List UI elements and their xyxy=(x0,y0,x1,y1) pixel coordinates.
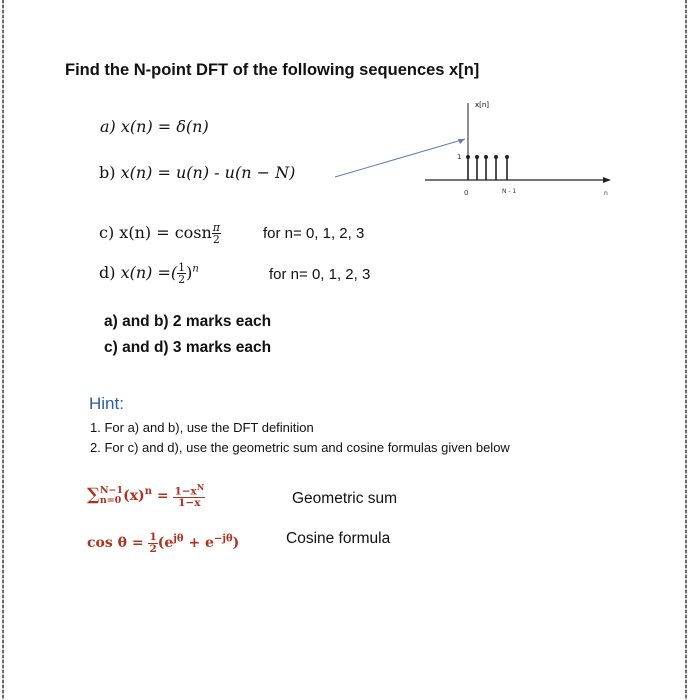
sum-frac-num-text: 1−x xyxy=(174,485,197,498)
problem-c-range: for n= 0, 1, 2, 3 xyxy=(263,225,365,242)
problem-d-frac-num: 1 xyxy=(178,261,186,274)
left-border xyxy=(2,0,4,700)
pointer-arrow-line xyxy=(335,139,465,177)
problem-d-fraction xyxy=(177,262,186,285)
problem-d-exponent: n xyxy=(192,263,199,275)
plot-zero-label: 0 xyxy=(464,189,469,197)
plot-x-arrow-icon xyxy=(603,177,611,183)
sum-limits xyxy=(100,486,123,505)
plot-one-label: 1 xyxy=(457,153,462,161)
sum-upper-limit: N−1 xyxy=(99,485,124,497)
problem-c-frac-num: π xyxy=(212,221,221,234)
problem-d-label: d) xyxy=(99,263,121,282)
pointer-arrow-head xyxy=(458,139,465,144)
stem-head-4 xyxy=(505,155,509,159)
cosine-formula-label: Cosine formula xyxy=(286,530,391,547)
stem-head-0 xyxy=(466,155,470,159)
sum-fraction xyxy=(173,483,205,509)
plot-n-minus-1-label: N - 1 xyxy=(502,188,517,195)
sum-frac-num xyxy=(173,483,205,498)
hint-item-2: 2. For c) and d), use the geometric sum and cosine formulas given below xyxy=(90,440,510,455)
problem-a-label: a) xyxy=(100,117,121,136)
cos-exp-2: −jθ xyxy=(213,533,233,545)
sum-term: (x) xyxy=(123,487,145,504)
cos-fraction xyxy=(148,532,157,554)
plot-n-label: n xyxy=(604,190,608,197)
sum-equals: = xyxy=(151,487,174,504)
problem-a xyxy=(100,117,209,136)
cosine-formula xyxy=(87,532,239,554)
stem-plot xyxy=(330,95,620,205)
problem-c-fraction xyxy=(212,222,221,245)
geometric-sum-label: Geometric sum xyxy=(292,490,398,507)
cos-close: ) xyxy=(232,535,240,551)
problem-c-frac-den: 2 xyxy=(212,233,220,246)
sum-symbol: ∑ xyxy=(87,484,100,505)
problem-d-close: ) xyxy=(186,263,193,282)
problem-c-expression: x(n) = cosn xyxy=(119,223,212,242)
marks-line-2: c) and d) 3 marks each xyxy=(104,339,272,356)
stem-head-2 xyxy=(484,155,488,159)
plot-stems xyxy=(468,157,507,180)
hint-heading: Hint: xyxy=(89,394,124,413)
sum-frac-num-exp: N xyxy=(196,482,205,492)
sum-term-exponent: n xyxy=(144,486,152,498)
geometric-sum-formula xyxy=(87,483,205,509)
hint-item-1: 1. For a) and b), use the DFT definition xyxy=(90,420,314,435)
problem-c xyxy=(99,222,221,245)
plot-stem-heads xyxy=(466,155,509,159)
cos-frac-num: 1 xyxy=(149,531,157,543)
cos-open: (e xyxy=(157,535,174,551)
sum-frac-den: 1−x xyxy=(178,497,201,509)
problem-b xyxy=(99,163,295,182)
problem-d-expression: x(n) =( xyxy=(120,263,178,282)
cos-exp-1: jθ xyxy=(173,533,184,545)
problem-b-label: b) xyxy=(99,163,121,182)
stem-head-1 xyxy=(475,155,479,159)
page-title: Find the N-point DFT of the following sequences x[n] xyxy=(65,61,480,79)
sum-lower-limit: n=0 xyxy=(99,494,122,506)
problem-a-expression: x(n) = δ(n) xyxy=(120,117,209,136)
problem-d-range: for n= 0, 1, 2, 3 xyxy=(269,266,371,283)
marks-line-1: a) and b) 2 marks each xyxy=(104,313,272,330)
problem-b-expression: x(n) = u(n) - u(n − N) xyxy=(120,163,296,182)
cos-frac-den: 2 xyxy=(149,542,157,555)
problem-d xyxy=(99,262,199,285)
problem-c-label: c) xyxy=(99,223,120,242)
problem-d-frac-den: 2 xyxy=(178,273,186,286)
right-border xyxy=(685,0,687,700)
stem-head-3 xyxy=(494,155,498,159)
cos-plus: + e xyxy=(183,535,214,551)
cos-lhs: cos θ = xyxy=(87,535,149,551)
plot-y-label: x[n] xyxy=(475,101,490,109)
